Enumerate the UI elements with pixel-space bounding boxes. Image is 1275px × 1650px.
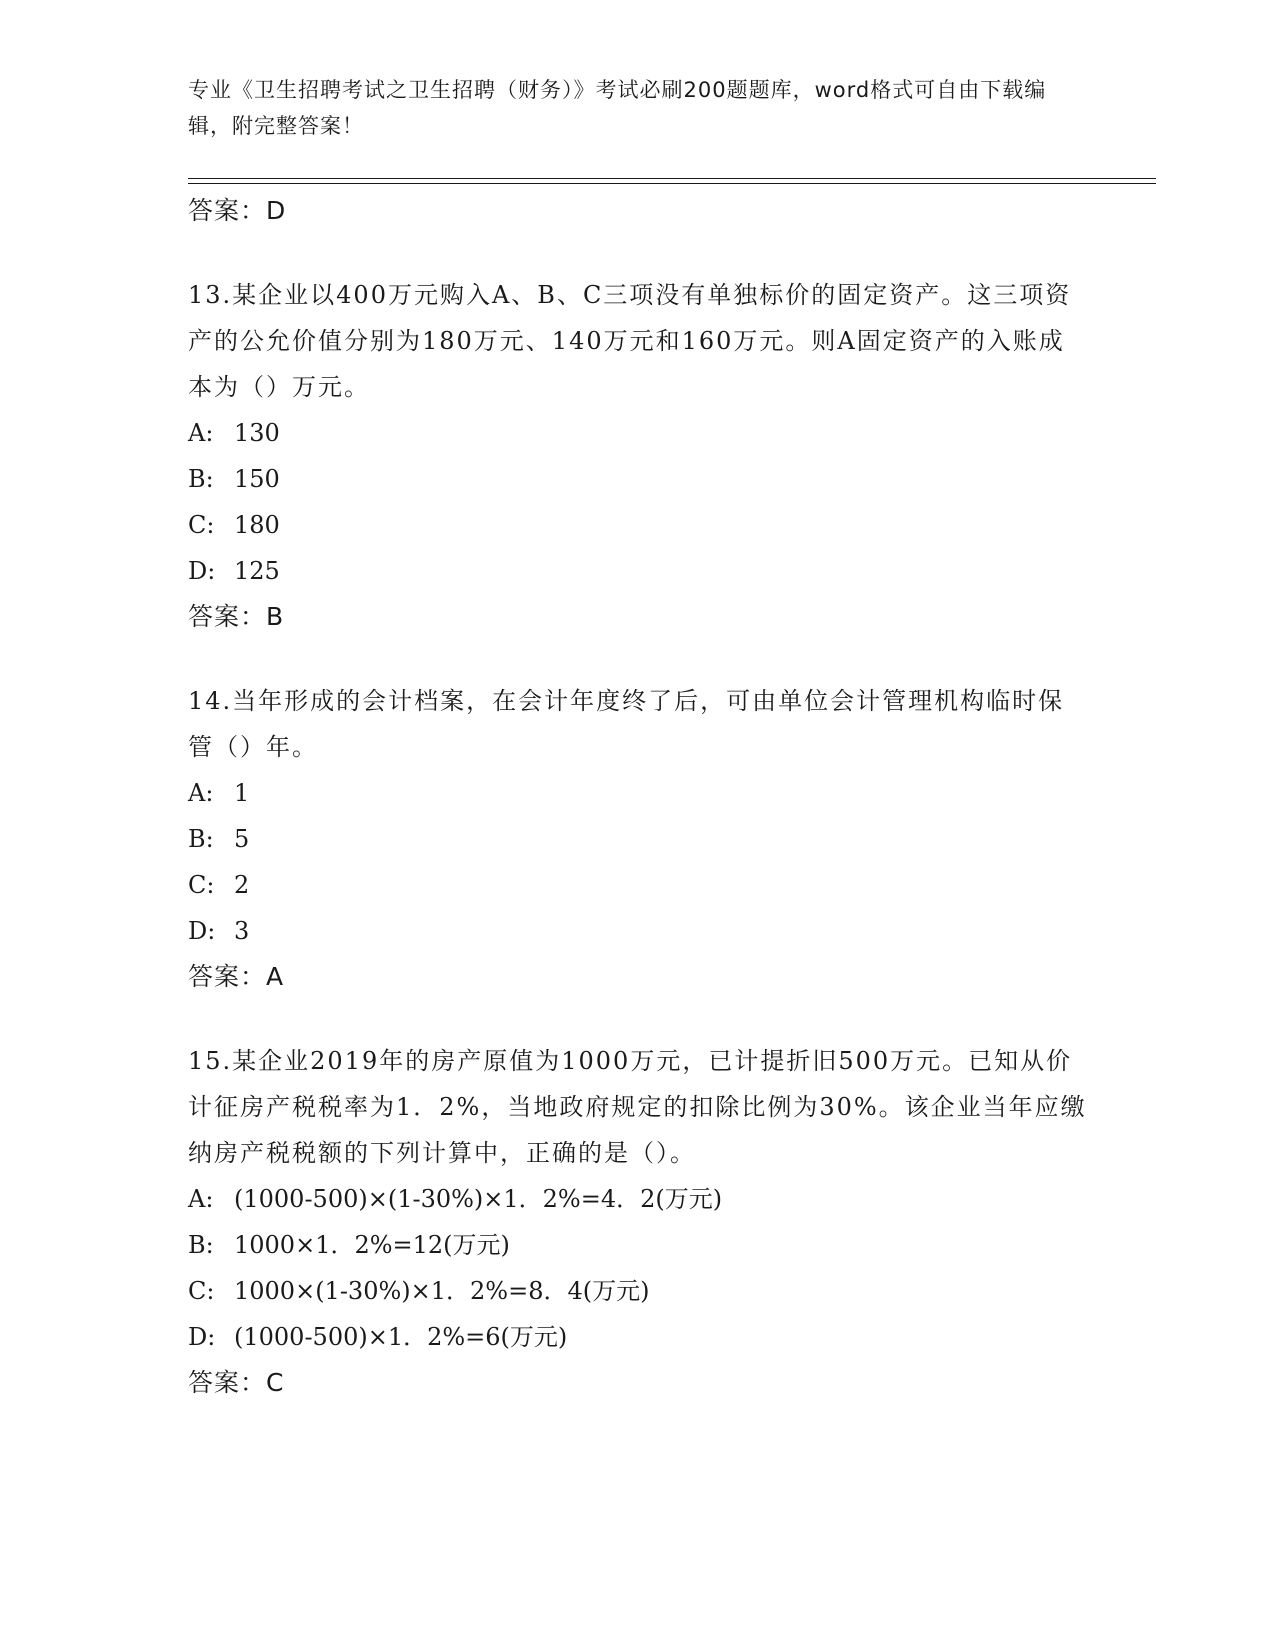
spacer xyxy=(188,234,1088,272)
answer-line: 答案：B xyxy=(188,602,285,631)
question-stem: 14.当年形成的会计档案，在会计年度终了后，可由单位会计管理机构临时保管（）年。 xyxy=(188,687,1065,761)
spacer xyxy=(188,640,1088,678)
header-rule-top xyxy=(188,178,1156,179)
option-label: B: xyxy=(188,1231,214,1259)
option-label: A: xyxy=(188,419,214,447)
option-b xyxy=(188,456,1088,502)
spacer xyxy=(188,1000,1088,1038)
option-text: 130 xyxy=(234,419,280,447)
option-label: C: xyxy=(188,1277,215,1305)
question-stem: 15.某企业2019年的房产原值为1000万元，已计提折旧500万元。已知从价计征房产税税率为1．2%，当地政府规定的扣除比例为30%。该企业当年应缴纳房产税税额的下列计算中，正确的是（）。 xyxy=(188,1047,1087,1167)
option-a xyxy=(188,410,1088,456)
option-text: 2 xyxy=(234,871,250,899)
option-text: (1000-500)×1．2%=6(万元) xyxy=(234,1323,568,1351)
option-a xyxy=(188,770,1088,816)
option-c xyxy=(188,1268,1088,1314)
option-d xyxy=(188,908,1088,954)
option-c xyxy=(188,862,1088,908)
option-b xyxy=(188,1222,1088,1268)
option-text: 1000×1．2%=12(万元) xyxy=(234,1231,510,1259)
answer-line: 答案：A xyxy=(188,962,285,991)
document-header: 专业《卫生招聘考试之卫生招聘（财务）》考试必刷200题题库，word格式可自由下载编辑，附完整答案！ xyxy=(188,78,1047,138)
option-label: D: xyxy=(188,917,216,945)
option-text: 150 xyxy=(234,465,280,493)
option-label: D: xyxy=(188,557,216,585)
question-block xyxy=(188,1038,1088,1406)
option-text: 180 xyxy=(234,511,280,539)
option-label: C: xyxy=(188,511,215,539)
option-text: 5 xyxy=(234,825,250,853)
answer-line: 答案：C xyxy=(188,1368,285,1397)
option-d xyxy=(188,1314,1088,1360)
header-rule-bottom xyxy=(188,183,1156,184)
option-b xyxy=(188,816,1088,862)
option-label: A: xyxy=(188,779,214,807)
option-text: (1000-500)×(1-30%)×1．2%=4．2(万元) xyxy=(234,1185,723,1213)
option-label: D: xyxy=(188,1323,216,1351)
option-a xyxy=(188,1176,1088,1222)
question-block xyxy=(188,678,1088,1000)
question-stem: 13.某企业以400万元购入A、B、C三项没有单独标价的固定资产。这三项资产的公允价值分别为180万元、140万元和160万元。则A固定资产的入账成本为（）万元。 xyxy=(188,281,1072,401)
option-label: B: xyxy=(188,825,214,853)
option-label: A: xyxy=(188,1185,214,1213)
option-text: 3 xyxy=(234,917,250,945)
previous-answer: 答案：D xyxy=(188,196,287,225)
option-label: B: xyxy=(188,465,214,493)
option-c xyxy=(188,502,1088,548)
question-block xyxy=(188,272,1088,640)
document-body xyxy=(188,188,1088,1406)
option-d xyxy=(188,548,1088,594)
option-text: 125 xyxy=(234,557,280,585)
option-label: C: xyxy=(188,871,215,899)
option-text: 1 xyxy=(234,779,250,807)
option-text: 1000×(1-30%)×1．2%=8．4(万元) xyxy=(234,1277,650,1305)
